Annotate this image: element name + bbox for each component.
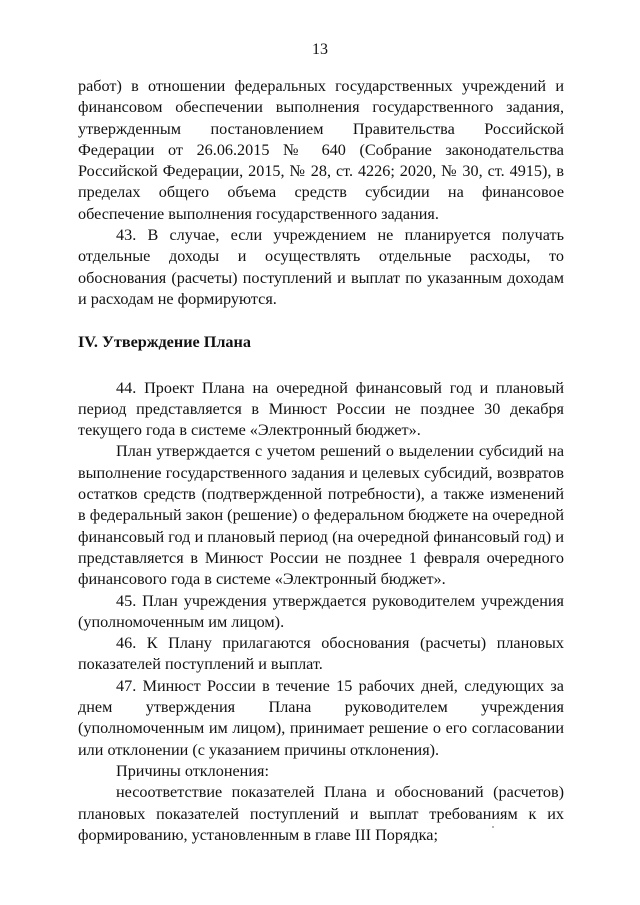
page-number: 13 [312,41,328,58]
paragraph-mismatch: несоответствие показателей Плана и обоснований (расчетов) плановых показателей поступлений и выплат требованиям к их формированию, установленным в главе III Порядка; [78,783,564,844]
paragraph-43: 43. В случае, если учреждением не планируется получать отдельные доходы и осуществлять отдельные расходы, то обоснования (расчеты) поступлений и выплат по указанным доходам и расходам не формируются. [78,226,564,308]
paragraph-rejection-reasons: Причины отклонения: [116,761,269,780]
paragraph-46: 46. К Плану прилагаются обоснования (расчеты) плановых показателей поступлений и выплат. [78,634,564,674]
paragraph-continuation: работ) в отношении федеральных государственных учреждений и финансовом обеспечении выполнения государственного задания, утвержденным постановлением Правительства Российской Федерации от 26.06.2015 № 640 (Собрание законодательства Российской Федерации, 2015, № 28, ст. 4226; 2020, № 30, ст. 4915), в пределах общего объема средств субсидии на финансовое обеспечение выполнения государственного задания. [78,77,564,223]
paragraph-44: 44. Проект Плана на очередной финансовый год и плановый период представляется в Минюст России не позднее 30 декабря текущего года в системе «Электронный бюджет». [78,378,564,440]
paragraph-47: 47. Минюст России в течение 15 рабочих дней, следующих за днем утверждения Плана руководителем учреждения (уполномоченным им лицом), принимает решение о его согласовании или отклонении (с указанием причины отклонения). [78,676,564,759]
paragraph-plan-approval: План утверждается с учетом решений о выделении субсидий на выполнение государственного задания и целевых субсидий, возвратов остатков средств (подтвержденной потребности), а также изменений в федеральный закон (решение) о федеральном бюджете на очередной финансовый год и плановый период (на очередной финансовый год) и представляется в Минюст России не позднее 1 февраля очередного финансового года в системе «Электронный бюджет». [78,442,564,589]
document-body [78,76,564,846]
paragraph-45: 45. План учреждения утверждается руководителем учреждения (уполномоченным им лицом). [78,591,564,631]
section-heading: IV. Утверждение Плана [78,333,251,352]
scan-speck [492,826,494,828]
